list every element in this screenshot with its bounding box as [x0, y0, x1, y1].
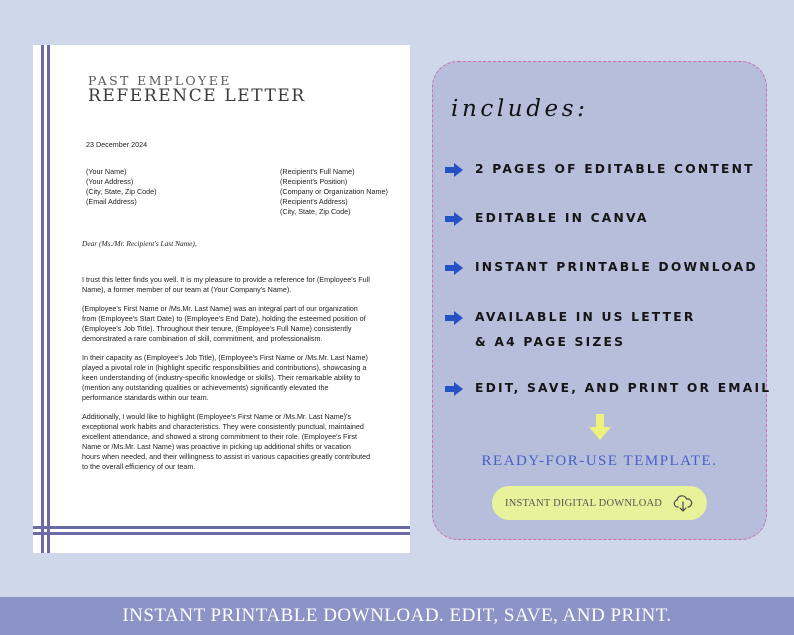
recipient-line: (Recipient's Address) — [280, 196, 348, 206]
letter-paragraph — [82, 304, 385, 344]
feature-item — [445, 381, 771, 401]
feature-item — [445, 211, 649, 231]
letter-title — [88, 74, 306, 105]
feature-item — [445, 162, 755, 182]
arrow-right-icon — [445, 163, 463, 177]
letter-salutation: Dear (Ms./Mr. Recipient's Last Name), — [82, 239, 197, 248]
recipient-line: (Recipient's Full Name) — [280, 167, 355, 176]
letter-paragraph — [82, 275, 385, 295]
feature-label — [475, 206, 649, 231]
feature-label — [475, 376, 771, 401]
letter-body — [82, 275, 385, 481]
letter-line: (mention any outstanding qualities or achievements) significantly elevated the — [82, 383, 329, 393]
ready-for-use-text: READY-FOR-USE TEMPLATE. — [481, 453, 718, 469]
letter-paragraph — [82, 353, 385, 403]
footer-banner: INSTANT PRINTABLE DOWNLOAD. EDIT, SAVE, AND PRINT. — [0, 597, 794, 635]
letter-line: hours when needed, and their willingness to assist in various capacities greatly contributed — [82, 452, 371, 462]
feature-label — [475, 255, 758, 280]
letter-line: demonstrated a rare combination of skill, commitment, and professionalism. — [82, 334, 323, 344]
letter-paragraph — [82, 412, 385, 471]
feature-item — [445, 260, 758, 280]
letter-line: Name or /Ms.Mr. Last Name) was proactive in picking up additional shifts or vacation — [82, 442, 351, 452]
letter-line: from (Employee's Start Date) to (Employee's End Date), holding the esteemed position of — [82, 314, 366, 324]
feature-item — [445, 310, 696, 355]
feature-line: 2 PAGES OF EDITABLE CONTENT — [475, 162, 755, 176]
left-rule-2 — [47, 45, 50, 553]
letter-line: Name), a former member of our team at (Your Company's Name). — [82, 284, 292, 294]
letter-line: played a pivotal role in (highlight specific responsibilities and contributions), showcasing a — [82, 363, 367, 373]
letter-title-small: PAST EMPLOYEE — [88, 73, 232, 88]
letter-preview — [33, 45, 410, 553]
letter-line: exceptional work habits and characteristics. They were consistently punctual, maintained — [82, 422, 364, 432]
recipient-line: (City, State, Zip Code) — [280, 206, 351, 216]
feature-line: AVAILABLE IN US LETTER — [475, 310, 696, 324]
letter-line: keen understanding of (industry-specific knowledge or skills). Their remarkable ability to — [82, 373, 361, 383]
feature-label — [475, 305, 696, 355]
letter-line: In their capacity as (Employee's Job Title), (Employee's First Name or /Ms.Mr. Last Name) — [82, 353, 368, 363]
letter-line: performance standards within our team. — [82, 393, 209, 403]
includes-panel — [432, 61, 772, 540]
letter-line: to the overall efficiency of our team. — [82, 462, 196, 471]
letter-line: Additionally, I would like to highlight (Employee's First Name or /Ms.Mr. Last Name)'s — [82, 412, 352, 422]
letter-date: 23 December 2024 — [86, 140, 148, 149]
letter-line: excellent attendance, and showed a strong commitment to their role. (Employee's First — [82, 432, 358, 442]
feature-line: & A4 PAGE SIZES — [475, 335, 626, 349]
letter-line: (Employee's First Name or /Ms.Mr. Last Name) was an integral part of our organization — [82, 304, 358, 314]
sender-line: (Email Address) — [86, 196, 137, 206]
recipient-block — [280, 167, 388, 217]
sender-block — [86, 167, 157, 207]
feature-label — [475, 157, 755, 182]
feature-line: INSTANT PRINTABLE DOWNLOAD — [475, 260, 758, 274]
cloud-download-icon — [673, 494, 693, 512]
feature-line: EDIT, SAVE, AND PRINT OR EMAIL — [475, 381, 772, 395]
bottom-rule-2 — [33, 532, 410, 535]
arrow-right-icon — [445, 382, 463, 396]
recipient-line: (Recipient's Position) — [280, 176, 348, 186]
instant-download-button[interactable] — [492, 486, 707, 520]
sender-line: (Your Address) — [86, 176, 134, 186]
download-button-label: INSTANT DIGITAL DOWNLOAD — [505, 497, 663, 509]
arrow-right-icon — [445, 261, 463, 275]
feature-line: EDITABLE IN CANVA — [475, 211, 649, 225]
letter-line: (Employee's Job Title). Throughout their tenure, (Employee's Full Name) consistently — [82, 324, 352, 334]
bottom-rule-1 — [33, 526, 410, 529]
arrow-down-icon — [589, 414, 611, 440]
sender-line: (Your Name) — [86, 167, 127, 176]
left-rule-1 — [41, 45, 44, 553]
letter-title-large: REFERENCE LETTER — [88, 86, 306, 106]
arrow-right-icon — [445, 212, 463, 226]
sender-line: (City, State, Zip Code) — [86, 186, 157, 196]
letter-line: I trust this letter finds you well. It is my pleasure to provide a reference for (Employee's Full — [82, 275, 370, 284]
arrow-right-icon — [445, 311, 463, 325]
includes-heading: includes: — [451, 96, 589, 122]
recipient-line: (Company or Organization Name) — [280, 186, 388, 196]
